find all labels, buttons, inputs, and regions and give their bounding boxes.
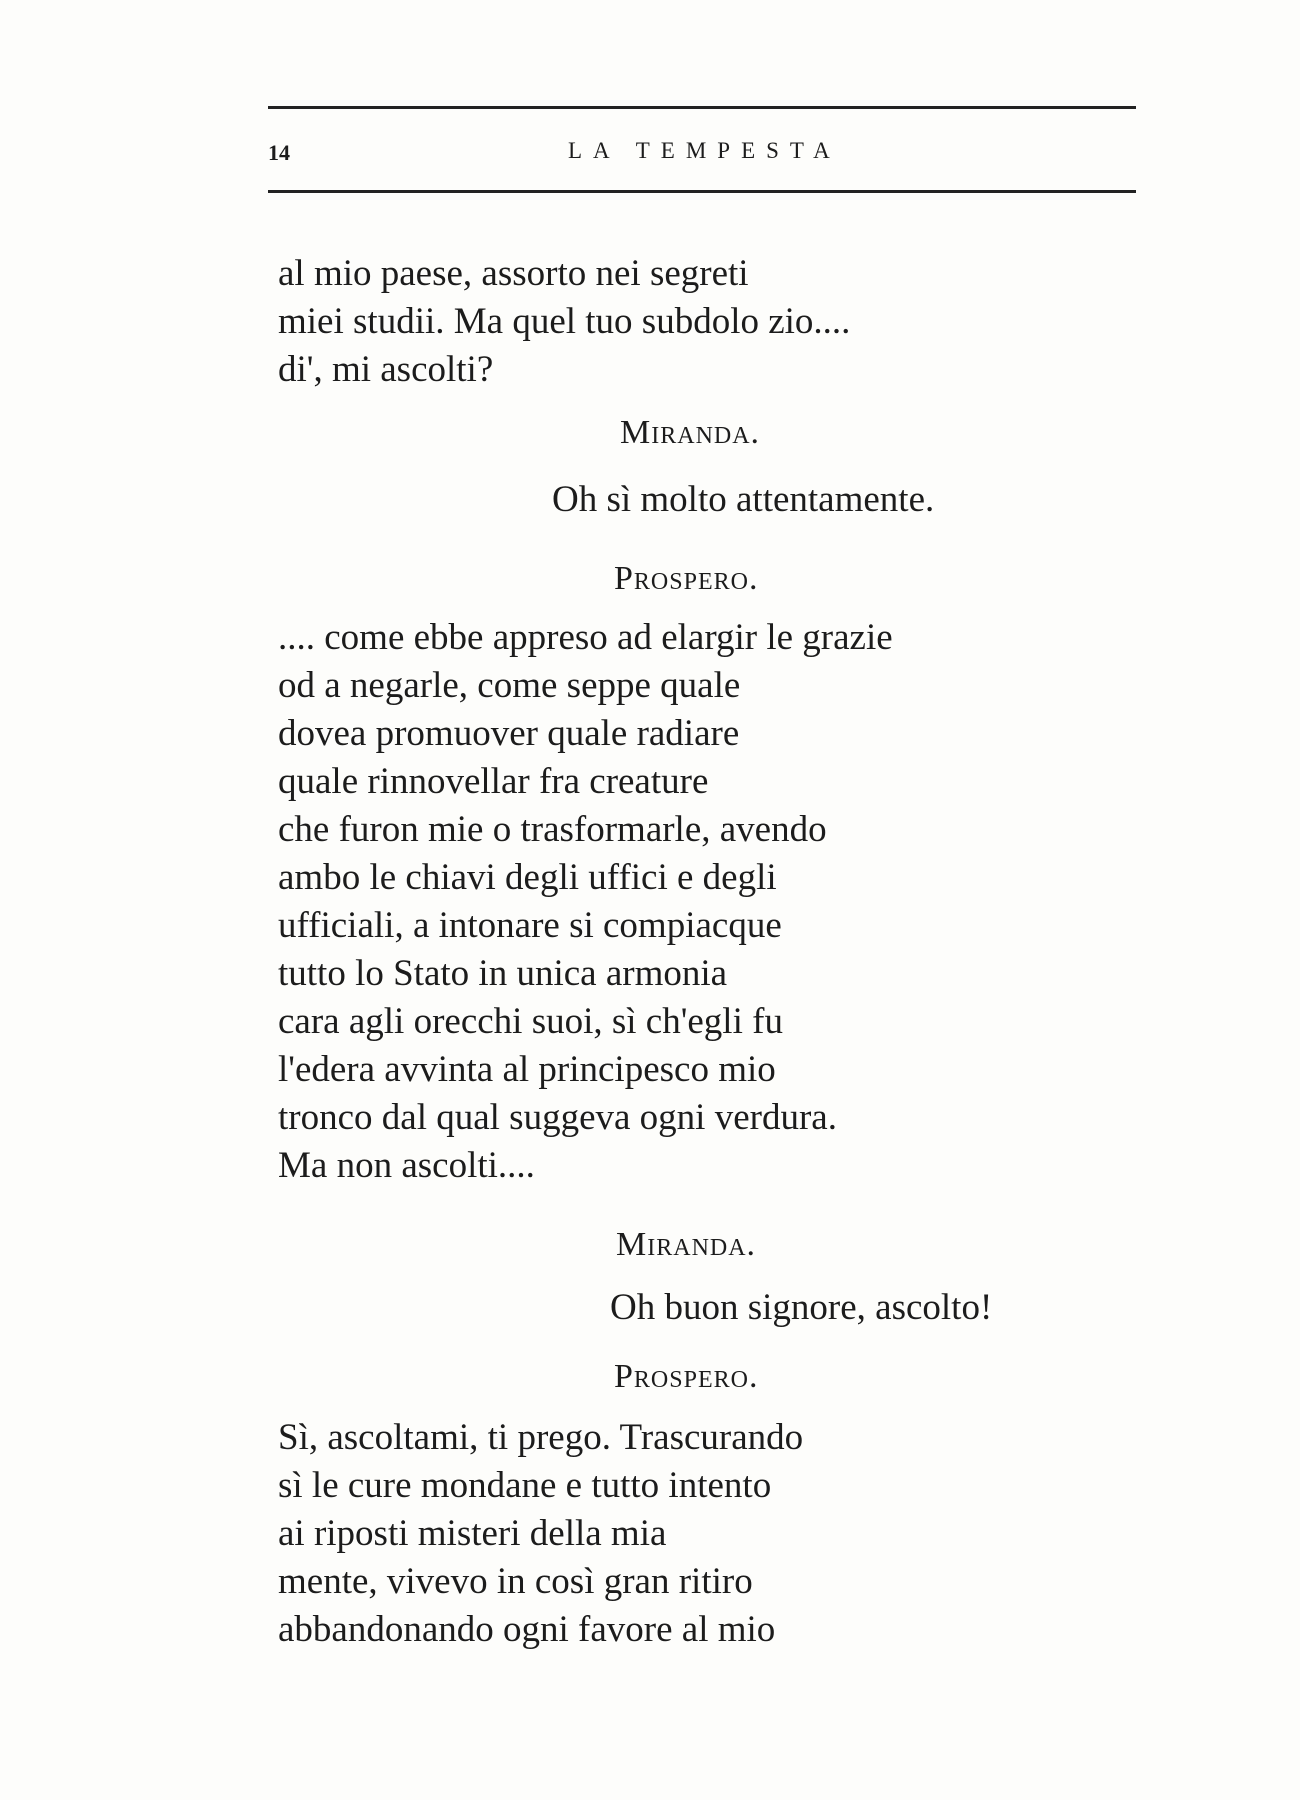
speech-reply: Oh buon signore, ascolto! (610, 1287, 993, 1328)
verse-line: ambo le chiavi degli uffici e degli (278, 857, 777, 898)
header-top-rule (268, 106, 1136, 109)
verse-line: sì le cure mondane e tutto intento (278, 1465, 772, 1506)
speaker-name: Miranda. (616, 1226, 757, 1263)
verse-block-closing (278, 1414, 803, 1654)
running-header (268, 134, 1136, 174)
verse-line: mente, vivevo in così gran ritiro (278, 1561, 753, 1602)
verse-line: Ma non ascolti.... (278, 1145, 535, 1186)
verse-line: al mio paese, assorto nei segreti (278, 253, 749, 294)
speaker-name: Miranda. (620, 414, 761, 451)
verse-line: quale rinnovellar fra creature (278, 761, 709, 802)
verse-line: dovea promuover quale radiare (278, 713, 740, 754)
verse-line: che furon mie o trasformarle, avendo (278, 809, 827, 850)
header-bottom-rule (268, 190, 1136, 193)
speaker-name: Prospero. (614, 1358, 759, 1395)
verse-line: miei studii. Ma quel tuo subdolo zio.... (278, 301, 851, 342)
verse-line: .... come ebbe appreso ad elargir le grazie (278, 617, 893, 658)
verse-line: od a negarle, come seppe quale (278, 665, 741, 706)
speech-reply: Oh sì molto attentamente. (552, 479, 935, 520)
verse-line: tutto lo Stato in unica armonia (278, 953, 728, 994)
verse-line: tronco dal qual suggeva ogni verdura. (278, 1097, 837, 1138)
verse-line: di', mi ascolti? (278, 349, 494, 390)
verse-block-prospero (278, 614, 893, 1190)
page-number: 14 (268, 140, 290, 165)
verse-line: ai riposti misteri della mia (278, 1513, 667, 1554)
verse-line: cara agli orecchi suoi, sì ch'egli fu (278, 1001, 783, 1042)
verse-block-opening (278, 250, 850, 394)
verse-line: Sì, ascoltami, ti prego. Trascurando (278, 1417, 804, 1458)
verse-line: ufficiali, a intonare si compiacque (278, 905, 782, 946)
verse-line: l'edera avvinta al principesco mio (278, 1049, 776, 1090)
speaker-name: Prospero. (614, 560, 759, 597)
running-title: LA TEMPESTA (568, 138, 841, 163)
verse-line: abbandonando ogni favore al mio (278, 1609, 776, 1650)
